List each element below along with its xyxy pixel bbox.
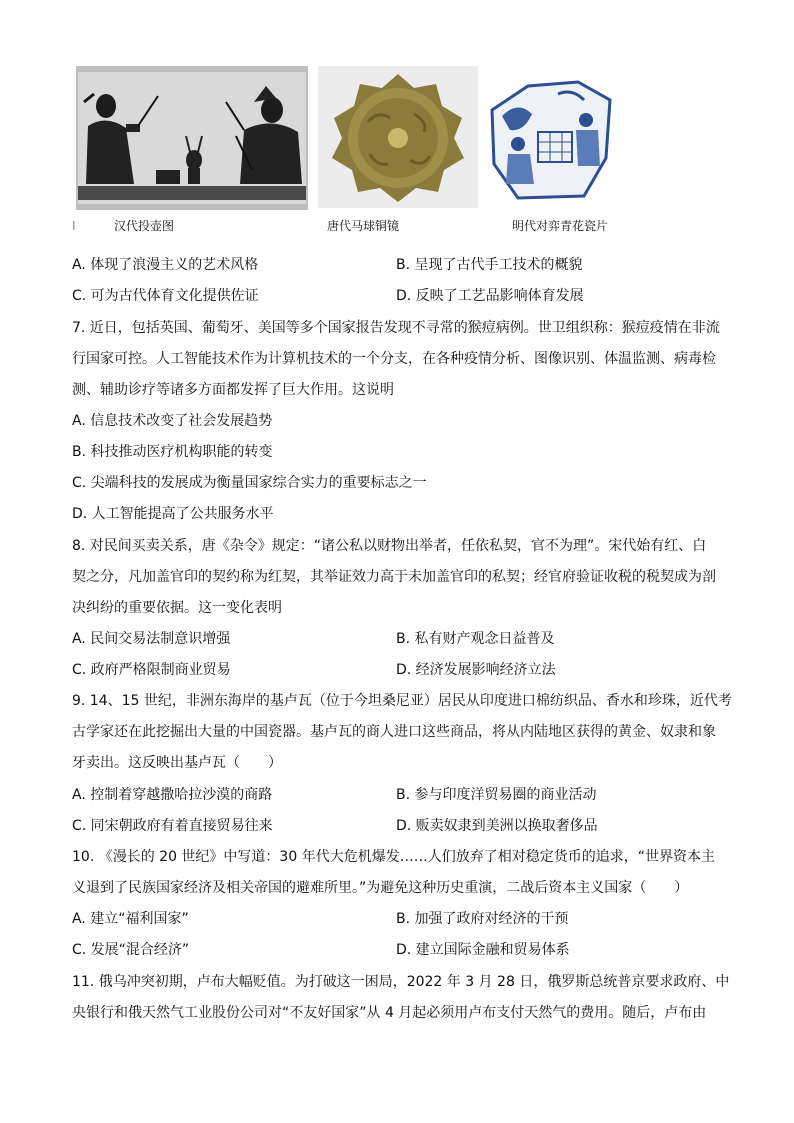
q6-option-d: D. 反映了工艺品影响体育发展 [396, 288, 584, 304]
q8-option-c: C. 政府严格限制商业贸易 [72, 662, 231, 678]
q11-stem-line-2: 央银行和俄天然气工业股份公司对“不友好国家”从 4 月起必须用卢布支付天然气的费用。随后，卢布由 [72, 1005, 707, 1021]
q6-option-c: C. 可为古代体育文化提供佐证 [72, 288, 259, 304]
ming-porcelain-image [488, 80, 612, 200]
q8-option-d: D. 经济发展影响经济立法 [396, 662, 556, 678]
q9-stem-line-2: 古学家还在此挖掘出大量的中国瓷器。基卢瓦的商人进口这些商品，将从内陆地区获得的黄金、奴隶和象 [72, 724, 716, 740]
q10-stem-line-2: 义退到了民族国家经济及相关帝国的避难所里。”为避免这种历史重演，二战后资本主义国家（ ） [72, 880, 689, 896]
q7-stem-line-2: 行国家可控。人工智能技术作为计算机技术的一个分支，在各种疫情分析、图像识别、体温监测、病毒检 [72, 351, 716, 367]
caption-ming-porcelain: 明代对弈青花瓷片 [512, 219, 609, 233]
q8-stem-line-2: 契之分，凡加盖官印的契约称为红契，其举证效力高于未加盖官印的私契；经官府验证收税的税契成为剖 [72, 569, 716, 585]
caption-han-touhu: 汉代投壶图 [114, 219, 175, 233]
q8-option-b: B. 私有财产观念日益普及 [396, 631, 555, 647]
q9-stem-line-1: 9. 14、15 世纪，非洲东海岸的基卢瓦（位于今坦桑尼亚）居民从印度进口棉纺织品、香水和珍珠，近代考 [72, 693, 732, 709]
q10-option-b: B. 加强了政府对经济的干预 [396, 911, 569, 927]
bronze-mirror-illustration [318, 66, 478, 208]
q10-option-c: C. 发展“混合经济” [72, 942, 190, 958]
q9-option-d: D. 贩卖奴隶到美洲以换取奢侈品 [396, 818, 598, 834]
han-rubbing-illustration [76, 66, 308, 210]
q10-option-a: A. 建立“福利国家” [72, 911, 189, 927]
q9-option-b: B. 参与印度洋贸易圈的商业活动 [396, 787, 597, 803]
porcelain-shard-illustration [488, 80, 612, 200]
q10-stem-line-1: 10. 《漫长的 20 世纪》中写道：30 年代大危机爆发……人们放弃了相对稳定货币的追求，“世界资本主 [72, 849, 715, 865]
q11-stem-line-1: 11. 俄乌冲突初期，卢布大幅贬值。为打破这一困局，2022 年 3 月 28 日，俄罗斯总统普京要求政府、中 [72, 974, 730, 990]
q7-option-d: D. 人工智能提高了公共服务水平 [72, 506, 274, 522]
figure-marker: I [72, 219, 76, 233]
q7-option-a: A. 信息技术改变了社会发展趋势 [72, 413, 273, 429]
q7-stem-line-1: 7. 近日，包括英国、葡萄牙、美国等多个国家报告发现不寻常的猴痘病例。世卫组织称：猴痘疫情在非流 [72, 320, 720, 336]
q7-option-b: B. 科技推动医疗机构职能的转变 [72, 444, 273, 460]
q9-option-a: A. 控制着穿越撒哈拉沙漠的商路 [72, 787, 273, 803]
q7-stem-line-3: 测、辅助诊疗等诸多方面都发挥了巨大作用。这说明 [72, 382, 394, 398]
q9-stem-line-3: 牙卖出。这反映出基卢瓦（ ） [72, 755, 282, 771]
q7-option-c: C. 尖端科技的发展成为衡量国家综合实力的重要标志之一 [72, 475, 427, 491]
q6-option-b: B. 呈现了古代手工技术的概貌 [396, 257, 583, 273]
q10-option-d: D. 建立国际金融和贸易体系 [396, 942, 570, 958]
q9-option-c: C. 同宋朝政府有着直接贸易往来 [72, 818, 273, 834]
tang-mirror-image [318, 66, 478, 208]
q8-stem-line-3: 决纠纷的重要依据。这一变化表明 [72, 600, 282, 616]
q6-option-a: A. 体现了浪漫主义的艺术风格 [72, 257, 259, 273]
han-touhu-image [76, 66, 308, 210]
caption-tang-mirror: 唐代马球铜镜 [327, 219, 400, 233]
q8-stem-line-1: 8. 对民间买卖关系，唐《杂令》规定：“诸公私以财物出举者，任依私契，官不为理”。宋代始有红、白 [72, 538, 707, 554]
q8-option-a: A. 民间交易法制意识增强 [72, 631, 231, 647]
